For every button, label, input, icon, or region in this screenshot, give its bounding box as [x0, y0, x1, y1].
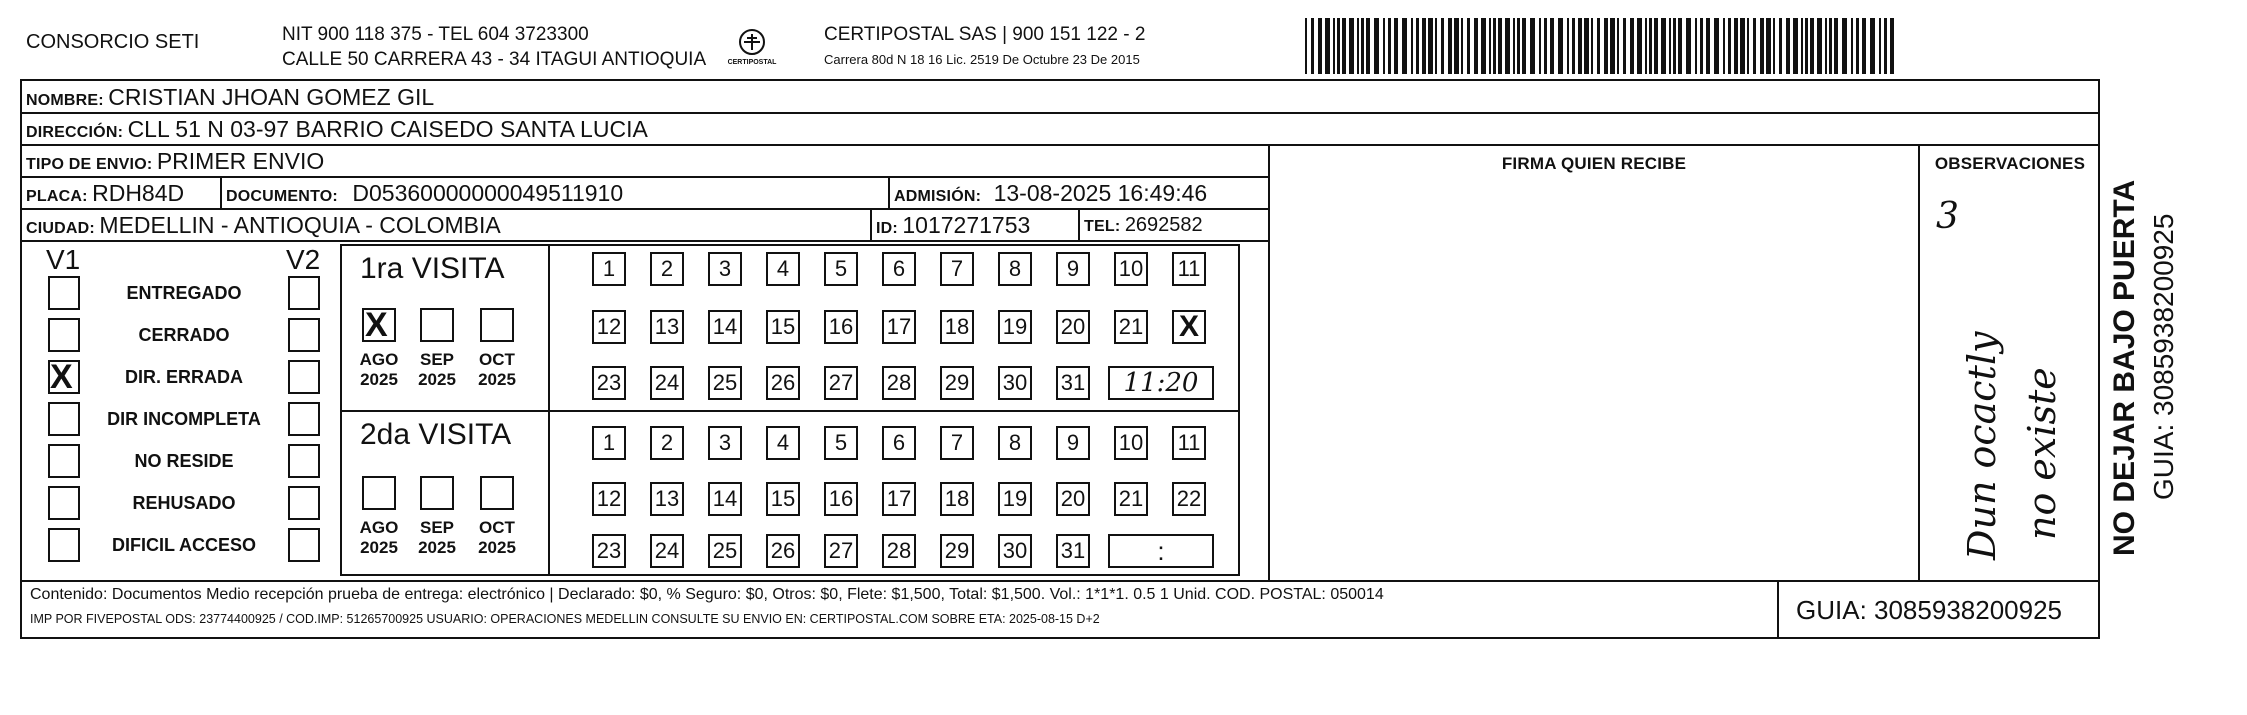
- day-checkbox[interactable]: 2: [650, 426, 684, 460]
- barcode-bar: [1435, 18, 1437, 74]
- day-checkbox[interactable]: 30: [998, 534, 1032, 568]
- status-label: DIFICIL ACCESO: [111, 535, 256, 555]
- barcode-bar: [1753, 18, 1756, 74]
- day-checkbox[interactable]: 9: [1056, 426, 1090, 460]
- barcode-bar: [1461, 18, 1463, 74]
- day-checkbox[interactable]: 20: [1056, 482, 1090, 516]
- barcode-bar: [1394, 18, 1398, 74]
- month-checkbox[interactable]: [480, 308, 514, 342]
- barcode-bar: [1474, 18, 1478, 74]
- divider: [340, 244, 342, 574]
- day-checkbox[interactable]: 23: [592, 366, 626, 400]
- nombre-label: NOMBRE:: [26, 92, 104, 109]
- day-checkbox[interactable]: 22: [1172, 482, 1206, 516]
- barcode-bar: [1498, 18, 1502, 74]
- id-value: 1017271753: [902, 212, 1031, 238]
- barcode-bar: [1714, 18, 1719, 74]
- barcode-bar: [1801, 18, 1803, 74]
- license-line: Carrera 80d N 18 16 Lic. 2519 De Octubre 23 De 2015: [824, 52, 1140, 67]
- day-checkbox[interactable]: 13: [650, 482, 684, 516]
- barcode-bar: [1734, 18, 1738, 74]
- barcode-bar: [1786, 18, 1790, 74]
- day-checkbox[interactable]: 24: [650, 534, 684, 568]
- year-label: 2025: [360, 538, 398, 557]
- day-checkbox[interactable]: 12: [592, 310, 626, 344]
- barcode-bar: [1567, 18, 1569, 74]
- tel-row: [1084, 211, 1203, 241]
- day-checkbox[interactable]: 16: [824, 310, 858, 344]
- year-label: 2025: [360, 370, 398, 389]
- direccion-row: [26, 115, 648, 147]
- day-checkbox[interactable]: 7: [940, 426, 974, 460]
- tel-label: TEL:: [1084, 218, 1121, 235]
- barcode-bar: [1505, 18, 1510, 74]
- month-label: AGO: [359, 350, 399, 369]
- barcode-bar: [1856, 18, 1859, 74]
- barcode-bar: [1530, 18, 1535, 74]
- day-checkbox[interactable]: 1: [592, 252, 626, 286]
- barcode-bar: [1333, 18, 1335, 74]
- nombre-value: CRISTIAN JHOAN GOMEZ GIL: [108, 84, 435, 110]
- barcode-bar: [1366, 18, 1370, 74]
- barcode-bar: [1649, 18, 1652, 74]
- day-checkbox[interactable]: 15: [766, 310, 800, 344]
- barcode-bar: [1349, 18, 1354, 74]
- divider: [340, 410, 1240, 412]
- day-checkbox[interactable]: 5: [824, 252, 858, 286]
- barcode-bar: [1637, 18, 1642, 74]
- barcode-bar: [1661, 18, 1666, 74]
- barcode-bar: [1604, 18, 1608, 74]
- barcode-bar: [1584, 18, 1589, 74]
- day-checkbox[interactable]: 1: [592, 426, 626, 460]
- day-checkbox[interactable]: 11: [1172, 252, 1206, 286]
- admision-value: 13-08-2025 16:49:46: [993, 180, 1208, 206]
- status-label: DIR. ERRADA: [124, 367, 243, 387]
- barcode-bar: [1305, 18, 1307, 74]
- barcode-bar: [1374, 18, 1379, 74]
- barcode-bar: [1773, 18, 1775, 74]
- barcode-bar: [1454, 18, 1459, 74]
- barcode-bar: [1695, 18, 1697, 74]
- barcode-bar: [1747, 18, 1749, 74]
- v1-check-mark: X: [50, 358, 73, 396]
- month-label: AGO: [359, 518, 399, 537]
- day-checkbox[interactable]: 27: [824, 366, 858, 400]
- barcode-bar: [1558, 18, 1563, 74]
- ciudad-row: [26, 211, 501, 243]
- footer-imp: IMP POR FIVEPOSTAL ODS: 23774400925 / COD.IMP: 51265700925 USUARIO: OPERACIONES MEDELLIN CONSULTE SU ENVIO EN: CERTIPOSTAL.COM SOBRE ETA: 2025-08-15 D+2: [30, 612, 1100, 626]
- barcode-bar: [1578, 18, 1582, 74]
- v2-label: V2: [286, 244, 321, 275]
- day-checkbox[interactable]: 20: [1056, 310, 1090, 344]
- divider: [1268, 144, 1270, 581]
- placa-row: [26, 179, 184, 211]
- barcode-bar: [1411, 18, 1413, 74]
- day-checkbox[interactable]: X: [1172, 310, 1206, 344]
- day-checkbox[interactable]: 15: [766, 482, 800, 516]
- documento-value: D05360000000049511910: [352, 180, 624, 206]
- month-label: OCT: [479, 518, 515, 537]
- placa-value: RDH84D: [92, 180, 185, 206]
- day-checkbox[interactable]: 7: [940, 252, 974, 286]
- year-label: 2025: [418, 370, 456, 389]
- ciudad-label: CIUDAD:: [26, 220, 95, 237]
- day-checkbox[interactable]: 21: [1114, 310, 1148, 344]
- day-checkbox[interactable]: 14: [708, 310, 742, 344]
- day-checkbox[interactable]: 6: [882, 252, 916, 286]
- observaciones-label: OBSERVACIONES: [1934, 154, 2086, 173]
- nit-line: NIT 900 118 375 - TEL 604 3723300: [282, 24, 589, 45]
- carrier-line: CERTIPOSTAL SAS | 900 151 122 - 2: [824, 24, 1146, 45]
- barcode-bar: [1416, 18, 1419, 74]
- day-checkbox[interactable]: 3: [708, 252, 742, 286]
- barcode-bar: [1825, 18, 1827, 74]
- day-checkbox[interactable]: 13: [650, 310, 684, 344]
- barcode-bar: [1361, 18, 1364, 74]
- barcode-bar: [1597, 18, 1600, 74]
- barcode-bar: [1884, 18, 1887, 74]
- id-row: [876, 211, 1030, 243]
- barcode-bar: [1318, 18, 1322, 74]
- day-checkbox[interactable]: 4: [766, 426, 800, 460]
- status-label: CERRADO: [138, 325, 230, 345]
- barcode-bar: [1481, 18, 1486, 74]
- barcode-bar: [1617, 18, 1619, 74]
- status-label: NO RESIDE: [134, 451, 234, 471]
- barcode-bar: [1489, 18, 1491, 74]
- barcode-bar: [1388, 18, 1391, 74]
- day-checkbox[interactable]: 11: [1172, 426, 1206, 460]
- barcode-bar: [1630, 18, 1634, 74]
- barcode-bar: [1700, 18, 1703, 74]
- day-checkbox[interactable]: 29: [940, 534, 974, 568]
- barcode-bar: [1448, 18, 1452, 74]
- barcode-bar: [1428, 18, 1433, 74]
- barcode-bar: [1522, 18, 1526, 74]
- visit2-title: 2da VISITA: [360, 418, 512, 451]
- barcode-bar: [1610, 18, 1615, 74]
- barcode-bar: [1591, 18, 1593, 74]
- documento-row: [226, 179, 623, 211]
- day-checkbox[interactable]: 5: [824, 426, 858, 460]
- side-guia-text: GUIA: 3085938200925: [2148, 213, 2179, 500]
- barcode-bar: [1760, 18, 1764, 74]
- day-checkbox[interactable]: 28: [882, 366, 916, 400]
- admision-label: ADMISIÓN:: [894, 188, 982, 205]
- barcode-bar: [1779, 18, 1782, 74]
- divider: [220, 176, 222, 208]
- day-checkbox[interactable]: 12: [592, 482, 626, 516]
- barcode-bar: [1493, 18, 1496, 74]
- divider: [870, 208, 872, 240]
- admision-row: [894, 179, 1207, 211]
- visit1-title: 1ra VISITA: [360, 252, 505, 285]
- day-checkbox[interactable]: 29: [940, 366, 974, 400]
- barcode-bar: [1513, 18, 1515, 74]
- day-checkbox[interactable]: 10: [1114, 252, 1148, 286]
- barcode-bar: [1723, 18, 1725, 74]
- address-line: CALLE 50 CARRERA 43 - 34 ITAGUI ANTIOQUIA: [282, 49, 707, 70]
- year-label: 2025: [478, 370, 516, 389]
- barcode-bar: [1517, 18, 1520, 74]
- day-checkbox[interactable]: 3: [708, 426, 742, 460]
- id-label: ID:: [876, 220, 898, 237]
- barcode-bar: [1829, 18, 1832, 74]
- barcode-bar: [1441, 18, 1444, 74]
- day-checkbox[interactable]: 19: [998, 482, 1032, 516]
- v1-label: V1: [46, 244, 81, 275]
- barcode-bar: [1766, 18, 1771, 74]
- divider: [340, 244, 1240, 246]
- barcode-bar: [1851, 18, 1853, 74]
- day-checkbox[interactable]: 4: [766, 252, 800, 286]
- divider: [20, 580, 2100, 582]
- observation-number: 3: [1936, 196, 1959, 237]
- observation-line1: Dun ocactly: [1960, 331, 2004, 560]
- tipo-value: PRIMER ENVIO: [156, 148, 325, 174]
- barcode-bar: [1337, 18, 1340, 74]
- day-checkbox[interactable]: 17: [882, 310, 916, 344]
- tel-value: 2692582: [1124, 214, 1203, 236]
- ciudad-value: MEDELLIN - ANTIOQUIA - COLOMBIA: [99, 212, 501, 238]
- divider: [1777, 580, 1779, 639]
- divider: [888, 176, 890, 208]
- day-checkbox[interactable]: 6: [882, 426, 916, 460]
- day-checkbox[interactable]: 27: [824, 534, 858, 568]
- day-checkbox[interactable]: 16: [824, 482, 858, 516]
- barcode-bar: [1879, 18, 1881, 74]
- divider: [1238, 244, 1240, 576]
- year-label: 2025: [478, 538, 516, 557]
- day-checkbox[interactable]: 25: [708, 534, 742, 568]
- barcode-bar: [1673, 18, 1676, 74]
- day-checkbox[interactable]: 14: [708, 482, 742, 516]
- direccion-value: CLL 51 N 03-97 BARRIO CAISEDO SANTA LUCIA: [127, 116, 648, 142]
- month-checkbox[interactable]: [480, 476, 514, 510]
- barcode-bar: [1623, 18, 1626, 74]
- month-label: OCT: [479, 350, 515, 369]
- month-label: SEP: [419, 350, 455, 369]
- nombre-row: [26, 83, 434, 115]
- barcode-bar: [1862, 18, 1866, 74]
- barcode-bar: [1740, 18, 1745, 74]
- certipostal-logo: CERTIPOSTAL: [722, 26, 782, 72]
- no-dejar-text: NO DEJAR BAJO PUERTA: [2108, 179, 2141, 556]
- month-checkbox[interactable]: [362, 476, 396, 510]
- footer-guia: GUIA: 3085938200925: [1796, 595, 2062, 625]
- day-checkbox[interactable]: 2: [650, 252, 684, 286]
- day-checkbox[interactable]: 9: [1056, 252, 1090, 286]
- divider: [1078, 208, 1080, 240]
- tipo-row: [26, 147, 324, 179]
- status-label: ENTREGADO: [126, 283, 242, 303]
- barcode-bar: [1422, 18, 1426, 74]
- company-name: CONSORCIO SETI: [26, 31, 200, 53]
- day-checkbox[interactable]: 28: [882, 534, 916, 568]
- month-label: SEP: [419, 518, 455, 537]
- divider: [340, 574, 1240, 576]
- placa-label: PLACA:: [26, 188, 88, 205]
- barcode-bar: [1572, 18, 1575, 74]
- firma-label: FIRMA QUIEN RECIBE: [1501, 154, 1687, 173]
- day-checkbox[interactable]: 10: [1114, 426, 1148, 460]
- barcode-bar: [1678, 18, 1682, 74]
- barcode-bar: [1342, 18, 1346, 74]
- day-checkbox[interactable]: 18: [940, 482, 974, 516]
- barcode-bar: [1686, 18, 1691, 74]
- day-checkbox[interactable]: 30: [998, 366, 1032, 400]
- day-checkbox[interactable]: 19: [998, 310, 1032, 344]
- barcode-bar: [1311, 18, 1314, 74]
- time-field[interactable]: :: [1108, 534, 1214, 568]
- footer-contenido: Contenido: Documentos Medio recepción prueba de entrega: electrónico | Declarado: $0, % Seguro: $0, Otros: $0, Flete: $1,500, Total: $1,500. Vol.: 1*1*1. 0.5 1 Unid. COD. POSTAL: 050014: [30, 586, 1384, 603]
- day-checkbox[interactable]: 18: [940, 310, 974, 344]
- day-checkbox[interactable]: 21: [1114, 482, 1148, 516]
- observation-line2: no existe: [2020, 367, 2064, 540]
- status-label: REHUSADO: [132, 493, 236, 513]
- barcode-bar: [1817, 18, 1822, 74]
- month-checkbox[interactable]: [420, 308, 454, 342]
- barcode-icon: [1305, 18, 1897, 74]
- month-check-mark: X: [365, 306, 388, 344]
- barcode-bar: [1544, 18, 1547, 74]
- day-checkbox[interactable]: 25: [708, 366, 742, 400]
- barcode-bar: [1706, 18, 1710, 74]
- status-label: DIR INCOMPLETA: [107, 409, 261, 429]
- direccion-label: DIRECCIÓN:: [26, 124, 124, 141]
- barcode-bar: [1383, 18, 1385, 74]
- barcode-bar: [1402, 18, 1407, 74]
- barcode-bar: [1357, 18, 1359, 74]
- barcode-bar: [1890, 18, 1894, 74]
- barcode-bar: [1325, 18, 1330, 74]
- barcode-bar: [1550, 18, 1554, 74]
- day-checkbox[interactable]: 31: [1056, 366, 1090, 400]
- day-checkbox[interactable]: 17: [882, 482, 916, 516]
- barcode-bar: [1467, 18, 1470, 74]
- barcode-bar: [1805, 18, 1808, 74]
- barcode-bar: [1870, 18, 1875, 74]
- day-checkbox[interactable]: 24: [650, 366, 684, 400]
- month-checkbox[interactable]: [420, 476, 454, 510]
- barcode-bar: [1810, 18, 1814, 74]
- day-checkbox[interactable]: 8: [998, 426, 1032, 460]
- barcode-bar: [1645, 18, 1647, 74]
- tipo-label: TIPO DE ENVIO:: [26, 156, 153, 173]
- day-checkbox[interactable]: 26: [766, 366, 800, 400]
- barcode-bar: [1654, 18, 1658, 74]
- time-field[interactable]: 11:20: [1108, 366, 1214, 400]
- day-checkbox[interactable]: 8: [998, 252, 1032, 286]
- documento-label: DOCUMENTO:: [226, 188, 338, 205]
- day-checkbox[interactable]: 23: [592, 534, 626, 568]
- year-label: 2025: [418, 538, 456, 557]
- day-checkbox[interactable]: 31: [1056, 534, 1090, 568]
- barcode-bar: [1793, 18, 1798, 74]
- barcode-bar: [1834, 18, 1838, 74]
- barcode-bar: [1539, 18, 1541, 74]
- barcode: [1305, 18, 1897, 74]
- divider: [548, 244, 550, 574]
- day-checkbox[interactable]: 26: [766, 534, 800, 568]
- divider: [1918, 144, 1920, 581]
- barcode-bar: [1728, 18, 1731, 74]
- barcode-bar: [1842, 18, 1847, 74]
- barcode-bar: [1669, 18, 1671, 74]
